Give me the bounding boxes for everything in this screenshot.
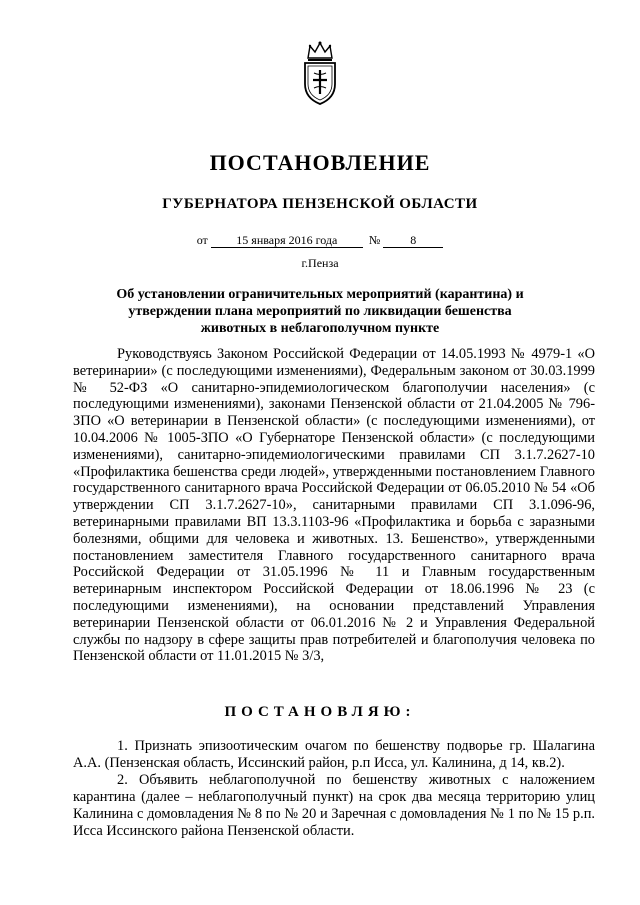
issuer-title: ГУБЕРНАТОРА ПЕНЗЕНСКОЙ ОБЛАСТИ bbox=[162, 196, 478, 212]
city: г.Пенза bbox=[301, 256, 339, 270]
date-prefix: от bbox=[196, 233, 208, 247]
date-number-line bbox=[0, 233, 640, 248]
coat-of-arms-icon bbox=[298, 40, 342, 106]
document-heading: Об установлении ограничительных мероприятий (карантина) и утверждении плана мероприятий по ликвидации бешенства животных в неблагополучном пункте bbox=[116, 287, 524, 336]
list-item: 2. Объявить неблагополучной по бешенству животных с наложением карантина (далее – неблагополучный пункт) на срок два месяца территорию улиц Калинина с домовладения № 8 по № 20 и Заречная с домовладения № 1 по № 15 р.п. Исса Иссинского района Пензенской области. bbox=[73, 772, 595, 839]
number-prefix: № bbox=[368, 233, 381, 247]
list-item: 1. Признать эпизоотическим очагом по бешенству подворье гр. Шалагина А.А. (Пензенская область, Иссинский район, р.п Исса, ул. Калинина, д 14, кв.2). bbox=[73, 738, 595, 771]
decree-heading: ПОСТАНОВЛЯЮ: bbox=[224, 704, 416, 720]
preamble-paragraph: Руководствуясь Законом Российской Федерации от 14.05.1993 № 4979-1 «О ветеринарии» (с последующими изменениями), Федеральным законом от 30.03.1999 № 52-ФЗ «О санитарно-эпидемиологическом благополучии населения» (с последующими изменениями), законами Пензенской области от 21.04.2005 № 796-ЗПО «О ветеринарии в Пензенской области» (с последующими изменениями), от 10.04.2006 № 1005-ЗПО «О Губернаторе Пензенской области» (с последующими изменениями), санитарно-эпидемиологическими правилами СП 3.1.7.2627-10 «Профилактика бешенства среди людей», утвержденными постановлением Главного государственного санитарного врача Российской Федерации от 06.05.2010 № 54 «Об утверждении СП 3.1.7.2627-10», санитарными правилами СП 3.1.096-96, ветеринарными правилами ВП 13.3.1103-96 «Профилактика и борьба с заразными болезнями, общими для человека и животных. 13. Бешенство», утвержденными постановлением заместителя Главного государственного санитарного врача Российской Федерации от 31.05.1996 № 11 и Главным государственным ветеринарным инспектором Российской Федерации от 18.06.1996 № 23 (с последующими изменениями), на основании представлений Управления ветеринарии Пензенской области от 06.01.2016 № 2 и Управления Федеральной службы по надзору в сфере защиты прав потребителей и благополучия человека по Пензенской области от 11.01.2015 № 3/3, bbox=[73, 346, 595, 665]
document-date: 15 января 2016 года bbox=[211, 233, 363, 248]
document-title: ПОСТАНОВЛЕНИЕ bbox=[209, 150, 431, 175]
document-number: 8 bbox=[383, 233, 443, 248]
